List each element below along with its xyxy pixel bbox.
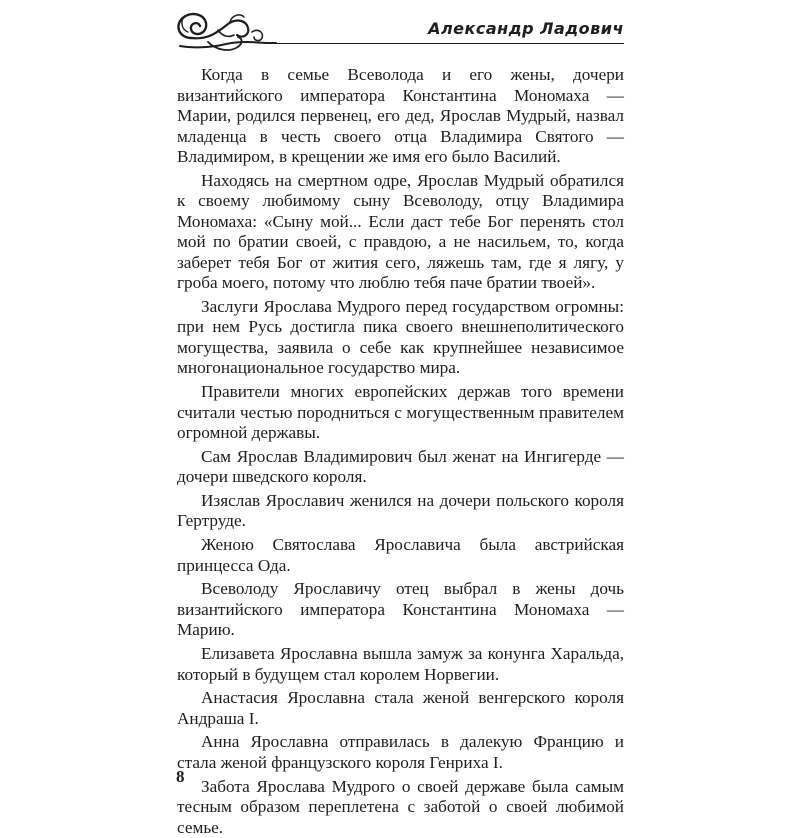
paragraph: Забота Ярослава Мудрого о своей державе была самым тесным образом переплетена с заботой о своей любимой семье. [177,776,624,837]
paragraph: Анна Ярославна отправилась в далекую Францию и стала женой французского короля Генриха I. [177,732,624,772]
body-text [177,65,624,838]
paragraph: Всеволоду Ярославичу отец выбрал в жены дочь византийского императора Константина Мономаха — Марию. [177,579,624,640]
paragraph: Изяслав Ярославич женился на дочери польского короля Гертруде. [177,490,624,531]
header-rule [272,43,624,44]
paragraph: Правители многих европейских держав того времени считали честью породниться с могущественным правителем огромной державы. [177,382,624,443]
paragraph: Сам Ярослав Владимирович был женат на Ингигерде — дочери шведского короля. [177,446,624,487]
running-head-author: Александр Ладович [428,19,624,38]
paragraph: Находясь на смертном одре, Ярослав Мудрый обратился к своему любимому сыну Всеволоду, отцу Владимира Мономаха: «Сыну мой... Если даст тебе Бог перенять стол мой по братии своей, с правдою, а не насильем, то, когда заберет тебя Бог от жития сего, ляжешь там, где я лягу, у гроба моего, потому что люблю тебя паче братии твоей». [177,170,624,293]
paragraph: Женою Святослава Ярославича была австрийская принцесса Ода. [177,535,624,575]
paragraph: Анастасия Ярославна стала женой венгерского короля Андраша I. [177,688,624,728]
paragraph: Когда в семье Всеволода и его жены, дочери византийского императора Константина Мономаха — Марии, родился первенец, его дед, Ярослав Мудрый, назвал младенца в честь своего отца Владимира Святого — Владимиром, в крещении же имя его было Василий. [177,65,624,166]
page-number: 8 [176,767,185,786]
paragraph: Заслуги Ярослава Мудрого перед государством огромны: при нем Русь достигла пика своего внешнеполитического могущества, заявила о себе как крупнейшее независимое многонациональное государство мира. [177,296,624,378]
paragraph: Елизавета Ярославна вышла замуж за конунга Харальда, который в будущем стал королем Норвегии. [177,644,624,684]
celtic-knot-ornament-icon [170,8,280,56]
